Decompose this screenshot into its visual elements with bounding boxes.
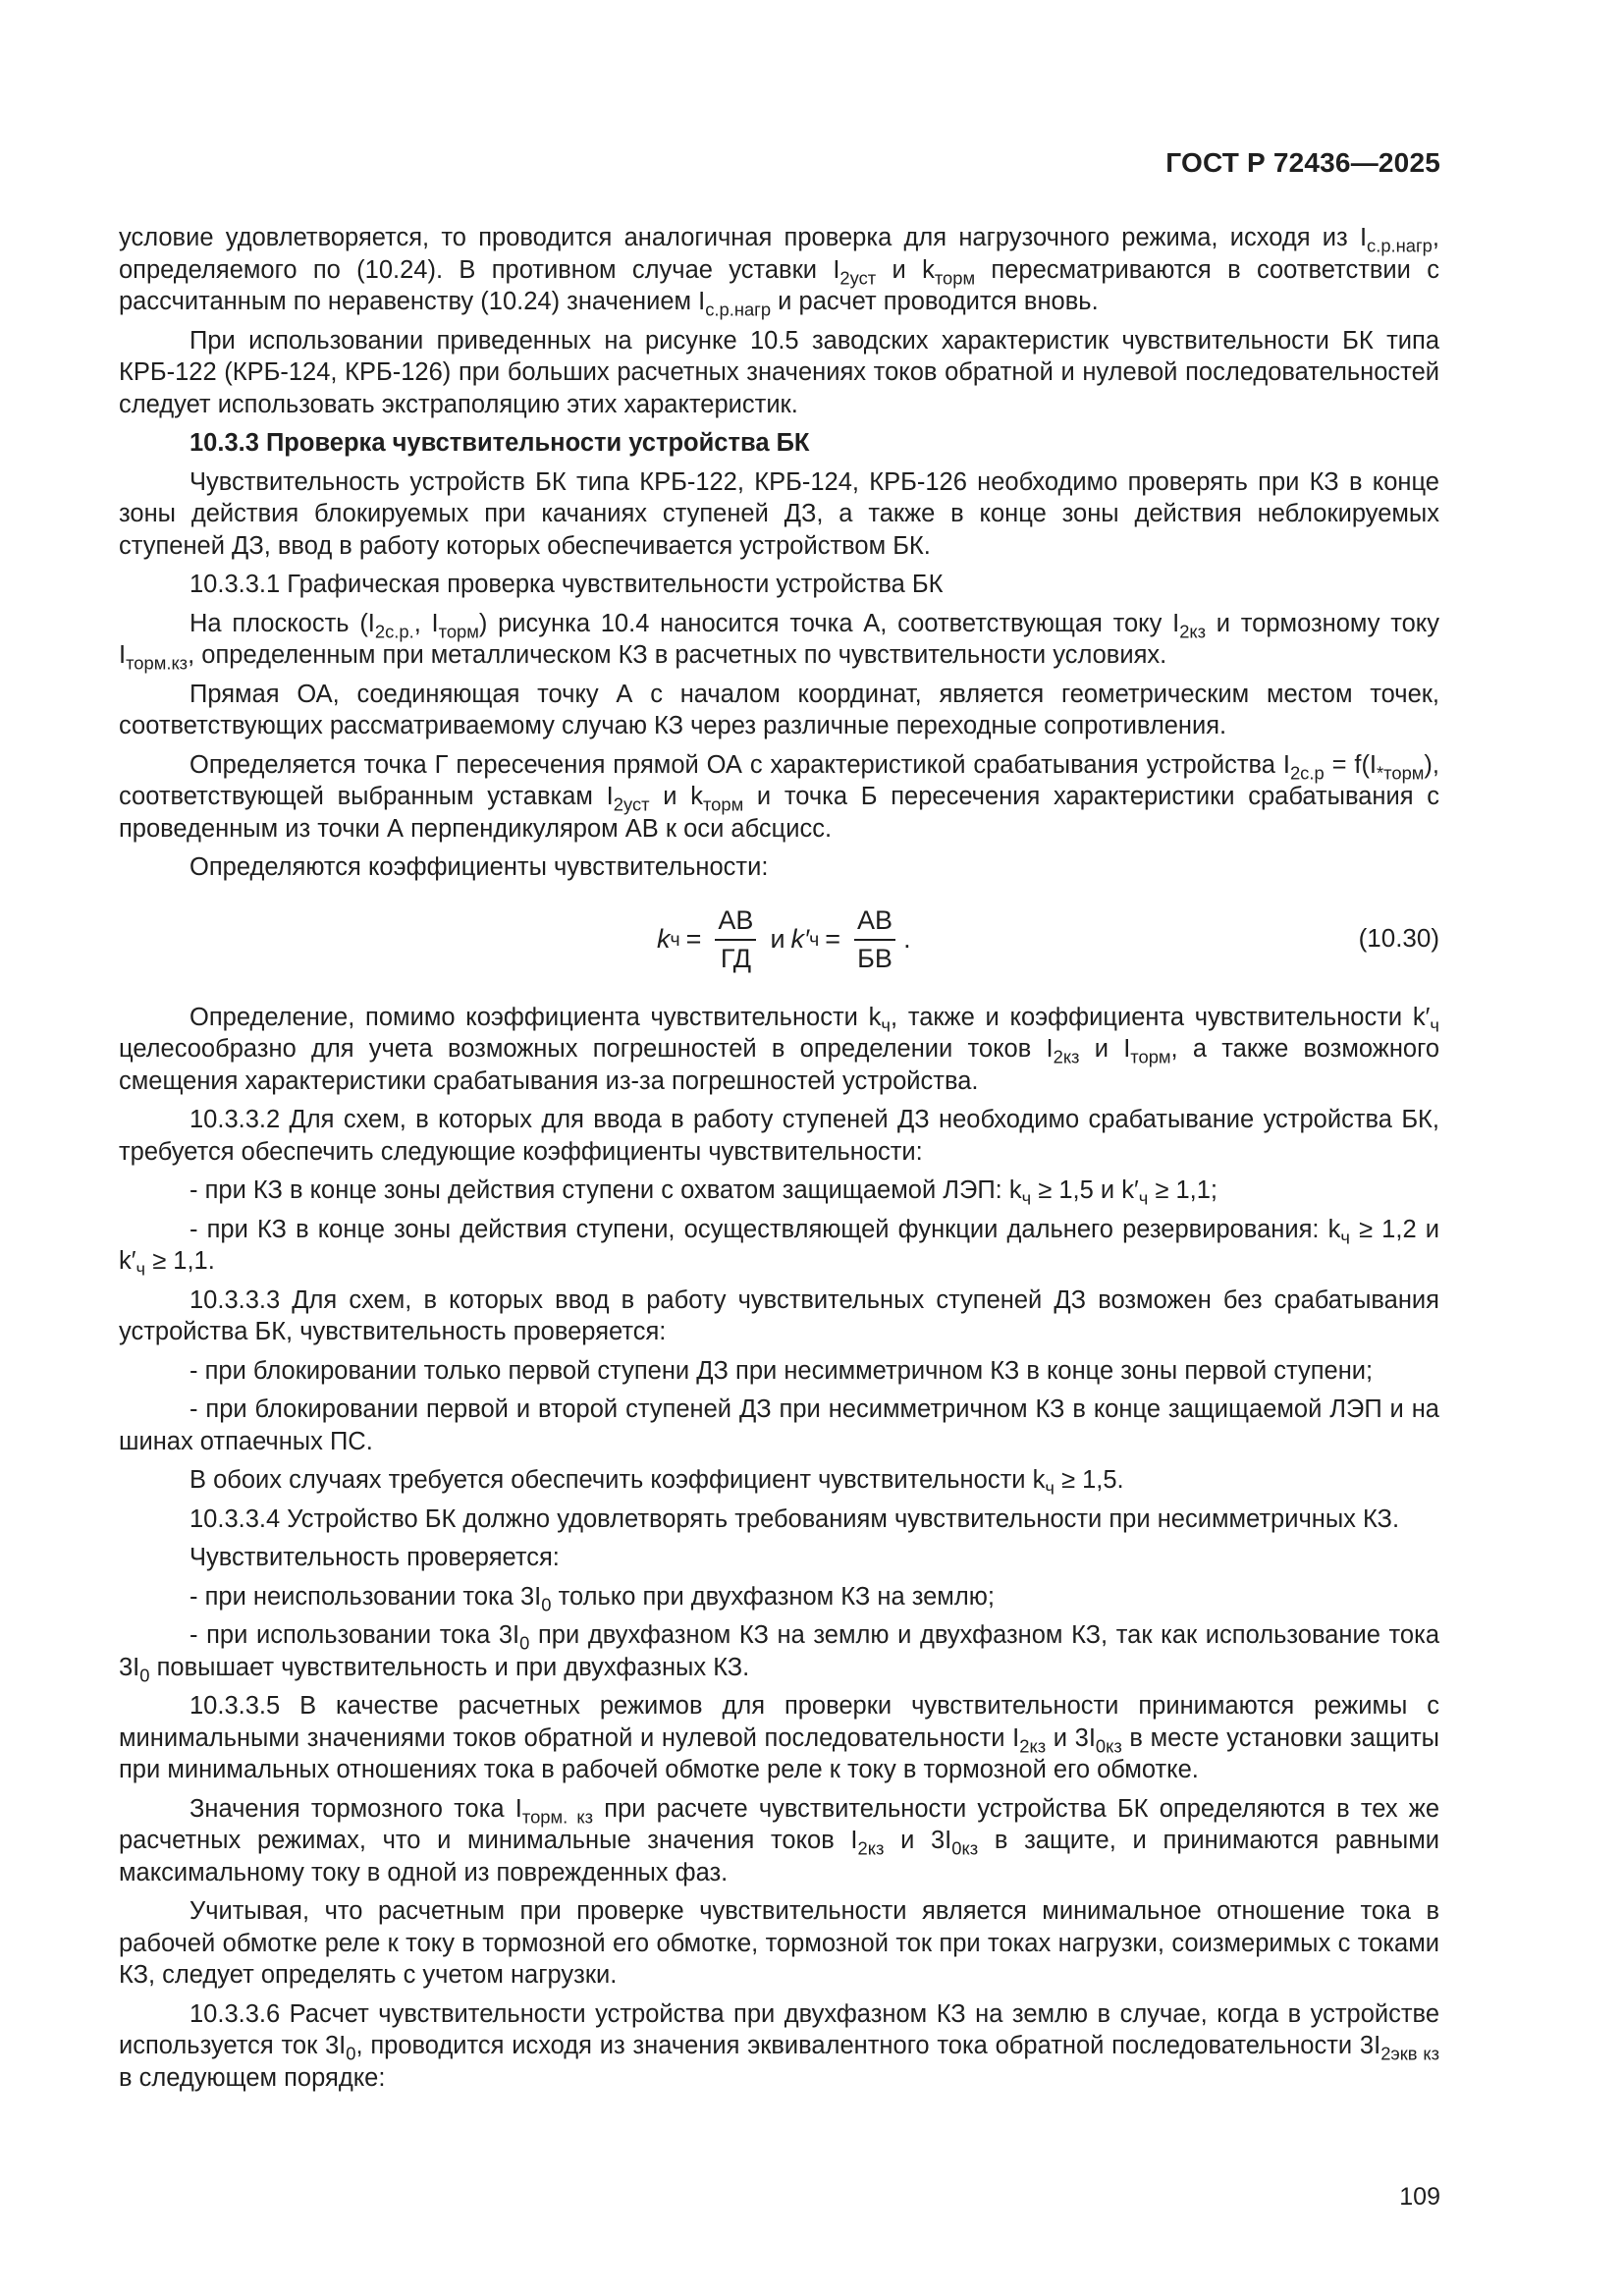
document-id-header: ГОСТ Р 72436—2025 bbox=[1165, 147, 1440, 178]
list-item-4: - при блокировании первой и второй ступеней ДЗ при несимметричном КЗ в конце защищаемой ЛЭП и на шинах отпаечных ПС. bbox=[119, 1395, 1439, 1455]
list-item-5: - при неиспользовании тока $3I_0$ только при двухфазном КЗ на землю; bbox=[189, 1582, 995, 1614]
list-item-1: - при КЗ в конце зоны действия ступени с охватом защищаемой ЛЭП: $k_ч \ge 1,5$ и $k'_ч \ge 1,1$; bbox=[189, 1176, 1218, 1209]
page-number: 109 bbox=[1399, 2183, 1440, 2211]
paragraph-1: условие удовлетворяется, то проводится аналогичная проверка для нагрузочного режима, исходя из $I_{с.р.нагр}$, определяемого по (10.24). В противном случае уставки $I_{2уст}$ и $k_{торм}$ пересматриваются в соответствии с рассчитанным по неравенству (10.24) значением $I_{с.р.нагр}$ и расчет проводится вновь. bbox=[119, 224, 1439, 320]
body-text bbox=[119, 222, 1439, 2101]
paragraph-7: Определяется точка Г пересечения прямой ОА с характеристикой срабатывания устройства $I_{2с.р} = f(I_{*торм})$, соответствующей выбранным уставкам $I_{2уст}$ и $k_{торм}$ и точка Б пересечения характеристики срабатывания с проведенным из точки А перпендикуляром АВ к оси абсцисс. bbox=[119, 750, 1440, 843]
paragraph-2: При использовании приведенных на рисунке 10.5 заводских характеристик чувствительности БК типа КРБ-122 (КРБ-124, КРБ-126) при больших расчетных значениях токов обратной и нулевой последовательностей следует использовать экстраполяцию этих характеристик. bbox=[119, 326, 1439, 418]
paragraph-24: 10.3.3.6 Расчет чувствительности устройства при двухфазном КЗ на землю в случае, когда в устройстве используется ток $3I_0$, проводится исходя из значения эквивалентного тока обратной последовательности $3I_{2экв кз}$ в следующем порядке: bbox=[119, 1999, 1439, 2092]
paragraph-8: Определяются коэффициенты чувствительности: bbox=[189, 853, 769, 881]
formula-expression: k ч = $\frac{АВ}{ГД}$ и k′ ч = $\frac{АВ}{БВ}$ . bbox=[657, 904, 911, 973]
paragraph-18: Чувствительность проверяется: bbox=[189, 1544, 560, 1571]
paragraph-5: На плоскость ($I_{2с.р.}$, $I_{торм}$) рисунка 10.4 наносится точка А, соответствующая току $I_{2кз}$ и тормозному току $I_{торм.кз}$, определенным при металлическом КЗ в расчетных по чувствительности условиях. bbox=[119, 609, 1439, 674]
paragraph-6: Прямая ОА, соединяющая точку А с началом координат, является геометрическим местом точек, соответствующих рассматриваемому случаю КЗ через различные переходные сопротивления. bbox=[119, 680, 1439, 739]
formula-10-30 bbox=[119, 892, 1439, 988]
paragraph-22: Значения тормозного тока $I_{торм. кз}$ при расчете чувствительности устройства БК определяются в тех же расчетных режимах, что и минимальные значения токов $I_{2кз}$ и $3I_{0кз}$ в защите, и принимаются равными максимальному току в одной из поврежденных фаз. bbox=[119, 1794, 1440, 1886]
paragraph-9: Определение, помимо коэффициента чувствительности $k_ч$, также и коэффициента чувствительности $k'_ч$ целесообразно для учета возможных погрешностей в определении токов $I_{2кз}$ и $I_{торм}$, а также возможного смещения характеристики срабатывания из-за погрешностей устройства. bbox=[119, 1003, 1440, 1095]
subsection-title-10-3-3-1: 10.3.3.1 Графическая проверка чувствительности устройства БК bbox=[189, 571, 944, 598]
list-item-3: - при блокировании только первой ступени ДЗ при несимметричном КЗ в конце зоны первой ступени; bbox=[189, 1356, 1374, 1385]
paragraph-16: В обоих случаях требуется обеспечить коэффициент чувствительности $k_ч \ge 1,5$. bbox=[189, 1466, 1124, 1499]
list-item-6: - при использовании тока $3I_0$ при двухфазном КЗ на землю и двухфазном КЗ, так как использование тока $3I_0$ повышает чувствительность и при двухфазных КЗ. bbox=[119, 1621, 1439, 1685]
fraction-2: $\frac{АВ}{БВ}$ bbox=[854, 905, 895, 974]
paragraph-13: 10.3.3.3 Для схем, в которых ввод в работу чувствительных ступеней ДЗ возможен без срабатывания устройства БК, чувствительность проверяется: bbox=[119, 1285, 1439, 1345]
list-item-2: - при КЗ в конце зоны действия ступени, осуществляющей функции дальнего резервирования: $k_ч \ge 1,2$ и $k'_ч \ge 1,1$. bbox=[119, 1215, 1439, 1280]
paragraph-21: 10.3.3.5 В качестве расчетных режимов для проверки чувствительности принимаются режимы с минимальными значениями токов обратной и нулевой последовательности $I_{2кз}$ и $3I_{0кз}$ в месте установки защиты при минимальных отношениях тока в рабочей обмотке реле к току в тормозной его обмотке. bbox=[119, 1692, 1439, 1783]
section-heading-10-3-3: 10.3.3 Проверка чувствительности устройства БК bbox=[189, 429, 810, 457]
equation-number: (10.30) bbox=[1358, 922, 1439, 953]
paragraph-17: 10.3.3.4 Устройство БК должно удовлетворять требованиям чувствительности при несимметричных КЗ. bbox=[189, 1504, 1400, 1533]
fraction-1: $\frac{АВ}{ГД}$ bbox=[715, 905, 756, 974]
paragraph-23: Учитывая, что расчетным при проверке чувствительности является минимальное отношение тока в рабочей обмотке реле к току в тормозной его обмотке, тормозной ток при токах нагрузки, соизмеримых с токами КЗ, следует определять с учетом нагрузки. bbox=[119, 1897, 1439, 1989]
paragraph-10: 10.3.3.2 Для схем, в которых для ввода в работу ступеней ДЗ необходимо срабатывание устройства БК, требуется обеспечить следующие коэффициенты чувствительности: bbox=[119, 1106, 1439, 1166]
paragraph-3: Чувствительность устройств БК типа КРБ-122, КРБ-124, КРБ-126 необходимо проверять при КЗ в конце зоны действия блокируемых при качаниях ступеней ДЗ, а также в конце зоны действия неблокируемых ступеней ДЗ, ввод в работу которых обеспечивается устройством БК. bbox=[119, 467, 1439, 560]
